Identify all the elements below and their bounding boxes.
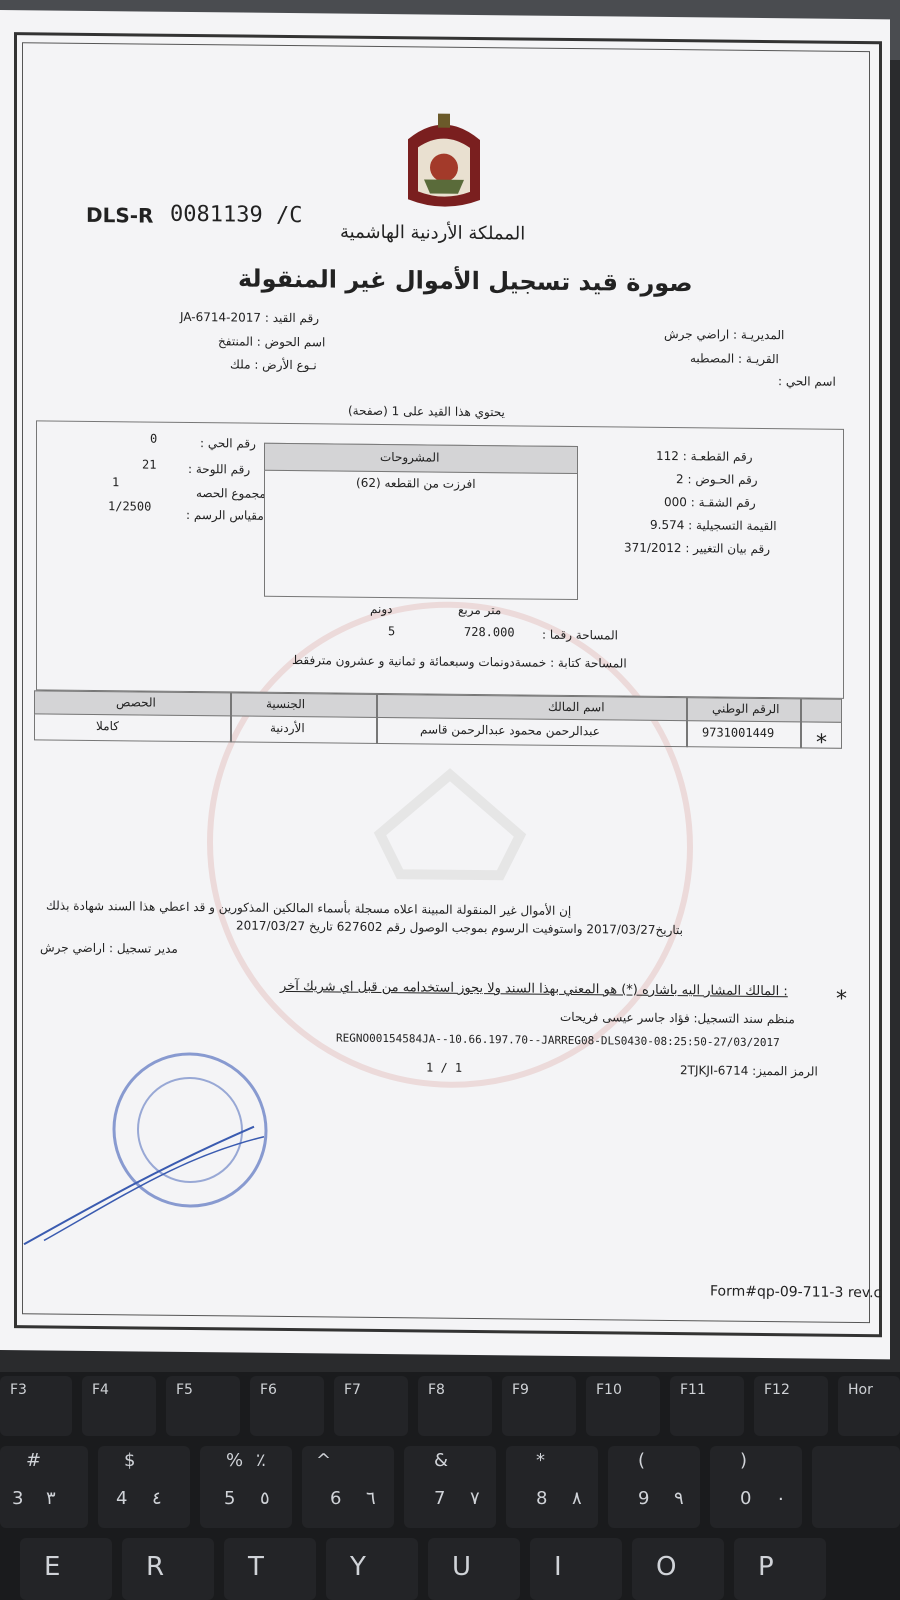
district-name: اسم الحي : xyxy=(778,374,836,389)
key-9[interactable]: ( 9 ٩ xyxy=(608,1446,700,1528)
land-type: نـوع الأرض : ملك xyxy=(230,357,317,373)
key-f12[interactable]: F12 xyxy=(754,1376,828,1436)
district-number-value: 0 xyxy=(150,431,158,446)
area-sqm-value: 728.000 xyxy=(464,624,515,640)
owner-marker: * xyxy=(816,730,827,756)
key-f11[interactable]: F11 xyxy=(670,1376,744,1436)
key-u[interactable]: U xyxy=(428,1538,520,1600)
note-star: * xyxy=(836,986,847,1012)
key-f9[interactable]: F9 xyxy=(502,1376,576,1436)
key-home[interactable]: Hor xyxy=(838,1376,900,1436)
village: القريـة : المصطبه xyxy=(690,351,779,367)
area-dunum-label: دونم xyxy=(370,601,393,617)
key-f7[interactable]: F7 xyxy=(334,1376,408,1436)
district-number-label: رقم الحي : xyxy=(200,436,256,451)
key-r[interactable]: R xyxy=(122,1538,214,1600)
header-owner-name: اسم المالك xyxy=(548,699,605,715)
key-e[interactable]: E xyxy=(20,1538,112,1600)
key-3[interactable]: # 3 ٣ xyxy=(0,1446,88,1528)
laptop-keyboard xyxy=(0,1372,900,1600)
key-t[interactable]: T xyxy=(224,1538,316,1600)
key-y[interactable]: Y xyxy=(326,1538,418,1600)
plate-number-label: رقم اللوحة : xyxy=(188,461,251,477)
key-4[interactable]: $ 4 ٤ xyxy=(98,1446,190,1528)
column-divider xyxy=(686,697,688,747)
shares-total-label: مجموع الحصه xyxy=(196,486,266,501)
serial-number: 0081139 /C xyxy=(170,201,303,229)
scale-value: 1/2500 xyxy=(108,499,152,514)
official-stamp xyxy=(14,1044,304,1277)
document-title: صورة قيد تسجيل الأموال غير المنقولة xyxy=(238,264,693,298)
key-f5[interactable]: F5 xyxy=(166,1376,240,1436)
key-6[interactable]: ^ 6 ٦ xyxy=(302,1446,394,1528)
area-written: المساحة كتابة : خمسةدونمات وسبعمائة و ثمانية و عشرون مترفقط xyxy=(292,653,627,671)
key-o[interactable]: O xyxy=(632,1538,724,1600)
pages-note: يحتوي هذا القيد على 1 (صفحة) xyxy=(348,403,505,420)
registrar-title: مدير تسجيل : اراضي جرش xyxy=(40,940,178,956)
parcel-number: رقم القطعـة : 112 xyxy=(656,448,753,464)
key-5[interactable]: % ٪ 5 ٥ xyxy=(200,1446,292,1528)
scale-label: مقياس الرسم : xyxy=(186,507,264,523)
basin-number: رقم الحـوض : 2 xyxy=(676,472,758,487)
page-count: 1 / 1 xyxy=(426,1060,463,1075)
serial-prefix: DLS-R xyxy=(86,202,154,228)
key-minus[interactable] xyxy=(812,1446,900,1528)
key-7[interactable]: & 7 ٧ xyxy=(404,1446,496,1528)
area-dunum-value: 5 xyxy=(388,624,396,639)
owner-national-id: 9731001449 xyxy=(702,725,775,741)
kingdom-name: المملكة الأردنية الهاشمية xyxy=(340,221,526,245)
column-divider xyxy=(376,694,378,744)
key-8[interactable]: * 8 ٨ xyxy=(506,1446,598,1528)
owner-share: كاملا xyxy=(96,719,119,734)
header-shares: الحصص xyxy=(116,695,156,710)
header-national-id: الرقم الوطني xyxy=(712,701,780,717)
owner-name: عبدالرحمن محمود عبدالرحمن قاسم xyxy=(420,722,600,739)
plate-number-value: 21 xyxy=(142,457,157,472)
key-0[interactable]: ) 0 ٠ xyxy=(710,1446,802,1528)
column-divider xyxy=(230,692,232,742)
key-f4[interactable]: F4 xyxy=(82,1376,156,1436)
form-number: Form#qp-09-711-3 rev.c xyxy=(710,1283,882,1302)
distinctive-code: الرمز المميز: 6714-2TJKJI xyxy=(680,1063,818,1079)
star-note: : المالك المشار اليه باشاره (*) هو المعني بهذا السند ولا يجوز استخدامه من قبل اي شريك آخر xyxy=(280,978,788,1000)
key-i[interactable]: I xyxy=(530,1538,622,1600)
record-number: رقم القيد : 2017-JA-6714 xyxy=(180,309,320,326)
basin-name: اسم الحوض : المنتفخ xyxy=(218,334,326,350)
area-sqm-label: متر مربع xyxy=(458,602,502,618)
shares-total-value: 1 xyxy=(112,475,120,490)
projects-header: المشروحات xyxy=(380,449,440,465)
owner-nationality: الأردنية xyxy=(270,720,305,736)
area-numeric-label: المساحة رقما : xyxy=(542,627,618,643)
registered-value: القيمة التسجيلية : 9.574 xyxy=(650,517,777,534)
certification-line-1: إن الأموال غير المنقولة المبينة اعلاه مسجلة بأسماء المالكين المذكورين و قد اعطي هذا السند شهادة بذلك xyxy=(46,898,572,918)
key-f8[interactable]: F8 xyxy=(418,1376,492,1436)
header-nationality: الجنسية xyxy=(266,696,306,712)
document-organizer: منظم سند التسجيل: فؤاد جاسر عيسى فريحات xyxy=(560,1009,795,1027)
key-f6[interactable]: F6 xyxy=(250,1376,324,1436)
document-paper xyxy=(0,10,890,1359)
registration-line: REGNO00154584JA--10.66.197.70--JARREG08-DLS0430-08:25:50-27/03/2017 xyxy=(336,1031,780,1050)
key-p[interactable]: P xyxy=(734,1538,826,1600)
coat-of-arms-emblem xyxy=(398,109,490,220)
key-f3[interactable]: F3 xyxy=(0,1376,72,1436)
certification-line-2: بتاريخ2017/03/27 واستوفيت الرسوم بموجب الوصول رقم 627602 تاريخ 2017/03/27 xyxy=(236,918,683,938)
key-f10[interactable]: F10 xyxy=(586,1376,660,1436)
column-divider xyxy=(800,698,802,748)
change-statement-number: رقم بيان التغيير : 371/2012 xyxy=(624,540,771,557)
projects-text: افرزت من القطعه (62) xyxy=(356,475,476,491)
apartment-number: رقم الشقـة : 000 xyxy=(664,494,756,510)
directorate: المديريـة : اراضي جرش xyxy=(664,326,785,343)
